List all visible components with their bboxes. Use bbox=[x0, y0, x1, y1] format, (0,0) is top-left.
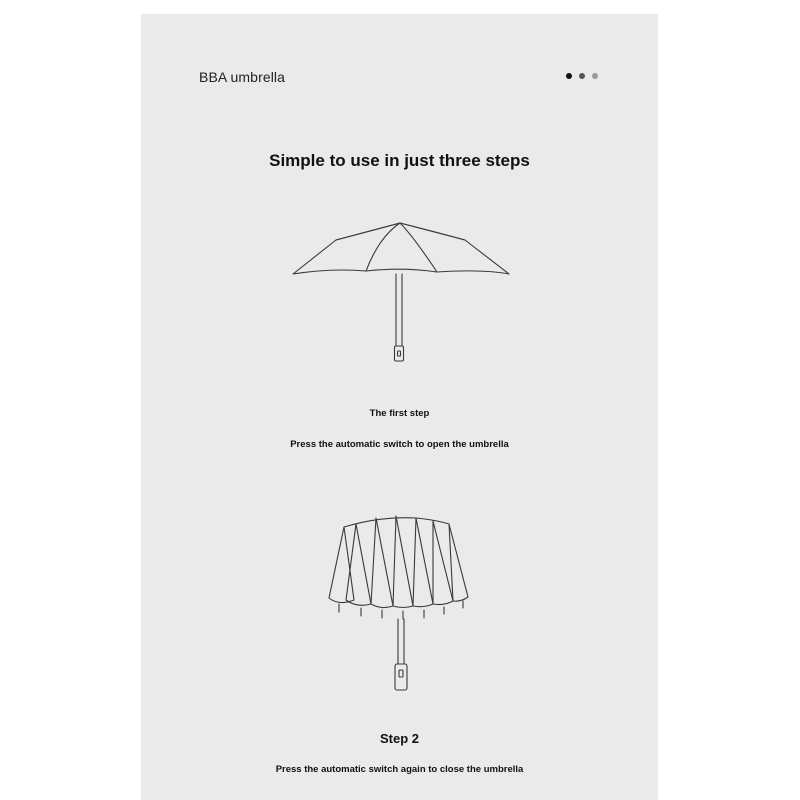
pager-dot[interactable] bbox=[592, 73, 598, 79]
content-panel bbox=[141, 14, 658, 800]
pager-dots bbox=[566, 73, 598, 79]
closed-umbrella-icon bbox=[321, 512, 481, 697]
step-title: The first step bbox=[369, 408, 430, 419]
step-description: Press the automatic switch again to close the umbrella bbox=[275, 764, 524, 775]
step-title: Step 2 bbox=[379, 731, 419, 746]
brand-title: BBA umbrella bbox=[199, 69, 286, 85]
step-description: Press the automatic switch to open the umbrella bbox=[290, 439, 509, 450]
open-umbrella-icon bbox=[291, 219, 511, 364]
page-heading: Simple to use in just three steps bbox=[269, 151, 530, 170]
pager-dot[interactable] bbox=[579, 73, 585, 79]
pager-dot[interactable] bbox=[566, 73, 572, 79]
